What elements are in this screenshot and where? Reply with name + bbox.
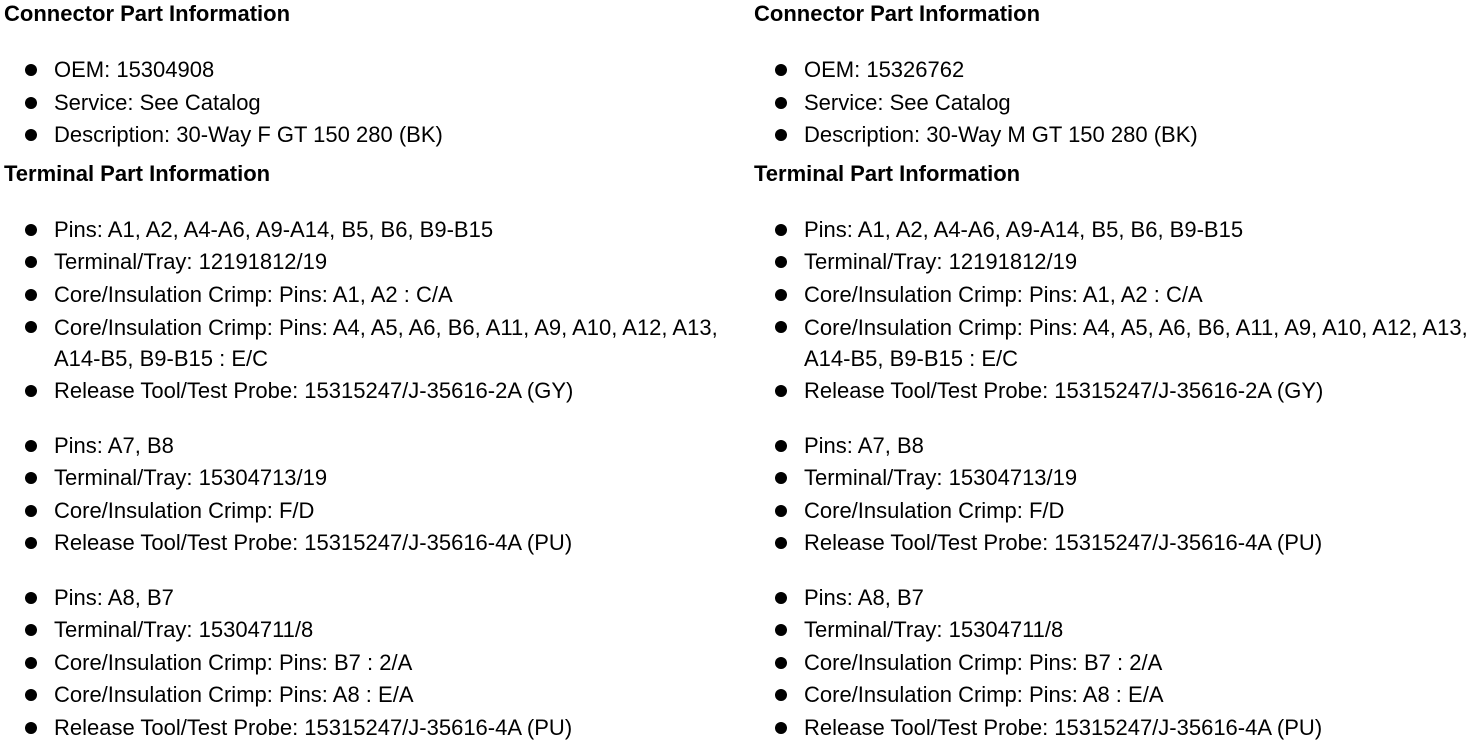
list-item: Core/Insulation Crimp: Pins: B7 : 2/A [754, 647, 1469, 680]
bullet-icon [25, 657, 37, 669]
right-column [754, 0, 1469, 744]
bullet-icon [25, 256, 37, 268]
bullet-icon [25, 472, 37, 484]
bullet-icon [775, 689, 787, 701]
list-item: Pins: A8, B7 [754, 582, 1469, 615]
bullet-icon [775, 256, 787, 268]
terminal-heading: Terminal Part Information [4, 160, 271, 186]
bullet-icon [775, 64, 787, 76]
list-item: Core/Insulation Crimp: Pins: A4, A5, A6, B6, A11, A9, A10, A12, A13, A14-B5, B9-B15 : E/C [754, 311, 1469, 375]
list-item: OEM: 15304908 [4, 54, 734, 87]
connector-heading: Connector Part Information [754, 1, 1041, 26]
list-item: Terminal/Tray: 12191812/19 [754, 246, 1469, 279]
left-column [4, 0, 734, 744]
list-item: Release Tool/Test Probe: 15315247/J-35616-2A (GY) [754, 375, 1469, 408]
connector-list [754, 54, 1469, 152]
bullet-icon [25, 722, 37, 734]
terminal-group [4, 214, 734, 408]
terminal-group [4, 582, 734, 745]
bullet-icon [25, 129, 37, 141]
bullet-icon [25, 289, 37, 301]
terminal-heading: Terminal Part Information [754, 160, 1021, 186]
list-item: Terminal/Tray: 12191812/19 [4, 246, 734, 279]
bullet-icon [25, 64, 37, 76]
bullet-icon [775, 224, 787, 236]
bullet-icon [25, 505, 37, 517]
bullet-icon [775, 537, 787, 549]
bullet-icon [775, 129, 787, 141]
list-item: Terminal/Tray: 15304711/8 [4, 614, 734, 647]
bullet-icon [25, 385, 37, 397]
list-item: Release Tool/Test Probe: 15315247/J-35616-4A (PU) [754, 712, 1469, 745]
list-item: Terminal/Tray: 15304713/19 [4, 462, 734, 495]
bullet-icon [775, 472, 787, 484]
list-item: Release Tool/Test Probe: 15315247/J-35616-4A (PU) [4, 712, 734, 745]
list-item: Release Tool/Test Probe: 15315247/J-35616-4A (PU) [754, 527, 1469, 560]
list-item: Pins: A1, A2, A4-A6, A9-A14, B5, B6, B9-B15 [754, 214, 1469, 247]
terminal-group [754, 214, 1469, 408]
list-item: Core/Insulation Crimp: Pins: A1, A2 : C/A [754, 279, 1469, 312]
bullet-icon [25, 440, 37, 452]
bullet-icon [775, 385, 787, 397]
connector-heading: Connector Part Information [4, 1, 291, 26]
list-item: Release Tool/Test Probe: 15315247/J-35616-4A (PU) [4, 527, 734, 560]
list-item: Pins: A7, B8 [4, 430, 734, 463]
bullet-icon [775, 440, 787, 452]
connector-list [4, 54, 734, 152]
bullet-icon [775, 289, 787, 301]
list-item: Core/Insulation Crimp: Pins: B7 : 2/A [4, 647, 734, 680]
terminal-group [754, 430, 1469, 560]
bullet-icon [775, 722, 787, 734]
list-item: Core/Insulation Crimp: Pins: A8 : E/A [4, 679, 734, 712]
list-item: Description: 30-Way F GT 150 280 (BK) [4, 119, 734, 152]
list-item: Core/Insulation Crimp: F/D [4, 495, 734, 528]
bullet-icon [25, 321, 37, 333]
list-item: Terminal/Tray: 15304711/8 [754, 614, 1469, 647]
bullet-icon [25, 689, 37, 701]
bullet-icon [775, 321, 787, 333]
bullet-icon [775, 505, 787, 517]
bullet-icon [25, 224, 37, 236]
list-item: Core/Insulation Crimp: Pins: A4, A5, A6, B6, A11, A9, A10, A12, A13, A14-B5, B9-B15 : E/C [4, 311, 734, 375]
list-item: Pins: A7, B8 [754, 430, 1469, 463]
list-item: Description: 30-Way M GT 150 280 (BK) [754, 119, 1469, 152]
list-item: Service: See Catalog [4, 87, 734, 120]
list-item: Core/Insulation Crimp: Pins: A8 : E/A [754, 679, 1469, 712]
bullet-icon [775, 97, 787, 109]
bullet-icon [775, 624, 787, 636]
bullet-icon [775, 592, 787, 604]
list-item: Release Tool/Test Probe: 15315247/J-35616-2A (GY) [4, 375, 734, 408]
list-item: Pins: A8, B7 [4, 582, 734, 615]
list-item: Pins: A1, A2, A4-A6, A9-A14, B5, B6, B9-B15 [4, 214, 734, 247]
list-item: Service: See Catalog [754, 87, 1469, 120]
list-item: OEM: 15326762 [754, 54, 1469, 87]
list-item: Terminal/Tray: 15304713/19 [754, 462, 1469, 495]
terminal-group [4, 430, 734, 560]
bullet-icon [775, 657, 787, 669]
bullet-icon [25, 592, 37, 604]
bullet-icon [25, 97, 37, 109]
list-item: Core/Insulation Crimp: Pins: A1, A2 : C/A [4, 279, 734, 312]
terminal-group [754, 582, 1469, 745]
bullet-icon [25, 624, 37, 636]
bullet-icon [25, 537, 37, 549]
list-item: Core/Insulation Crimp: F/D [754, 495, 1469, 528]
